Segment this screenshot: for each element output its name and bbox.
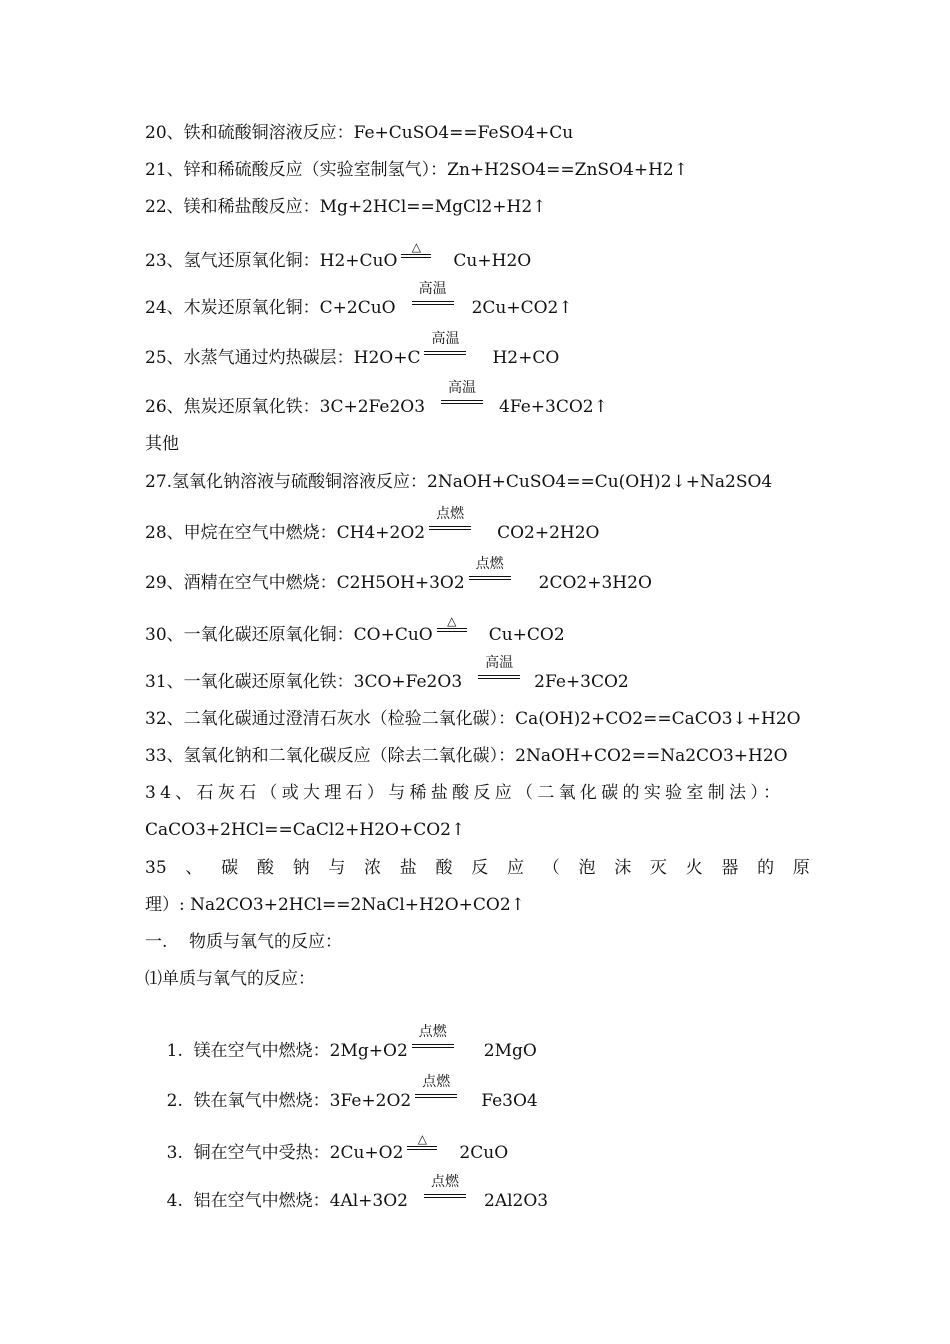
reaction-condition bbox=[465, 556, 515, 593]
condition-label: △ bbox=[447, 614, 457, 628]
spaced-char: 钠 bbox=[292, 858, 310, 878]
spaced-char: 灭 bbox=[649, 858, 667, 878]
products: 2CuO bbox=[459, 1143, 509, 1163]
equation-line-24 bbox=[145, 281, 573, 318]
reaction-condition bbox=[437, 380, 487, 417]
reactants: 30、一氧化碳还原氧化铜：CO+CuO bbox=[145, 625, 433, 645]
equation-line-o4 bbox=[145, 1171, 548, 1231]
products: Fe3O4 bbox=[481, 1091, 538, 1111]
equation-line-34-part2: CaCO3+2HCl==CaCl2+H2O+CO2↑ bbox=[145, 820, 466, 840]
spaced-char: 反 bbox=[471, 858, 489, 878]
equation-line-34-part1: 34、石灰石（或大理石）与稀盐酸反应（二氧化碳的实验室制法）： bbox=[145, 783, 785, 803]
spaced-char: 应 bbox=[506, 858, 524, 878]
spaced-char: 的 bbox=[757, 858, 775, 878]
double-line-arrow bbox=[407, 1146, 437, 1150]
equation-line-30 bbox=[145, 614, 565, 645]
subsection-heading-elements-oxygen: ⑴单质与氧气的反应： bbox=[145, 969, 315, 989]
spaced-char: 器 bbox=[721, 858, 739, 878]
equation-line-25 bbox=[145, 331, 560, 368]
condition-label: 点燃 bbox=[475, 556, 504, 572]
equation-line-33: 33、氢氧化钠和二氧化碳反应（除去二氧化碳）：2NaOH+CO2==Na2CO3+H2O bbox=[145, 746, 788, 766]
reaction-condition bbox=[420, 1174, 470, 1211]
spaced-char: 浓 bbox=[364, 858, 382, 878]
products: 2CO2+3H2O bbox=[538, 573, 652, 593]
products: H2+CO bbox=[492, 348, 560, 368]
double-line-arrow bbox=[401, 254, 431, 258]
reaction-condition bbox=[433, 614, 471, 645]
double-line-arrow bbox=[469, 576, 511, 580]
double-line-arrow bbox=[424, 1194, 466, 1198]
spaced-char: 泡 bbox=[578, 858, 596, 878]
equation-line-31 bbox=[145, 655, 629, 692]
condition-label: △ bbox=[411, 240, 422, 254]
equation-line-28 bbox=[145, 506, 600, 543]
condition-label: △ bbox=[417, 1132, 428, 1146]
reactants: 25、水蒸气通过灼热碳层：H2O+C bbox=[145, 348, 421, 368]
reaction-condition bbox=[411, 1074, 461, 1111]
condition-label: 点燃 bbox=[431, 1174, 459, 1190]
spaced-char: 碳 bbox=[221, 858, 239, 878]
reactants: 1. 镁在空气中燃烧：2Mg+O2 bbox=[166, 1041, 408, 1061]
products: 2Al2O3 bbox=[484, 1191, 549, 1211]
reaction-condition bbox=[474, 655, 524, 692]
spaced-char: 、 bbox=[185, 858, 203, 878]
equation-line-21: 21、锌和稀硫酸反应（实验室制氢气）：Zn+H2SO4==ZnSO4+H2↑ bbox=[145, 160, 688, 180]
condition-label: 高温 bbox=[448, 380, 477, 396]
condition-label: 点燃 bbox=[436, 506, 465, 522]
condition-label: 点燃 bbox=[418, 1024, 447, 1040]
spaced-char: （ bbox=[542, 858, 560, 878]
products: 4Fe+3CO2↑ bbox=[499, 397, 608, 417]
equation-line-35-part1 bbox=[145, 858, 810, 878]
spaced-char: 酸 bbox=[256, 858, 274, 878]
reaction-condition bbox=[408, 1024, 458, 1061]
equation-line-22: 22、镁和稀盐酸反应：Mg+2HCl==MgCl2+H2↑ bbox=[145, 197, 547, 217]
double-line-arrow bbox=[412, 301, 454, 305]
double-line-arrow bbox=[424, 351, 466, 355]
double-line-arrow bbox=[412, 1044, 454, 1048]
condition-label: 点燃 bbox=[422, 1074, 451, 1090]
reactants: 4. 铝在空气中燃烧：4Al+3O2 bbox=[166, 1191, 408, 1211]
products: 2Cu+CO2↑ bbox=[471, 298, 573, 318]
equation-line-29 bbox=[145, 556, 652, 593]
reaction-condition bbox=[397, 240, 435, 271]
spaced-char: 沫 bbox=[614, 858, 632, 878]
reaction-condition bbox=[403, 1132, 441, 1163]
equation-line-23 bbox=[145, 240, 532, 271]
products: CO2+2H2O bbox=[497, 523, 600, 543]
double-line-arrow bbox=[437, 628, 467, 632]
section-heading-oxygen-reactions: 一. 物质与氧气的反应： bbox=[145, 932, 343, 952]
products: Cu+CO2 bbox=[488, 625, 565, 645]
reactants: 26、焦炭还原氧化铁：3C+2Fe2O3 bbox=[145, 397, 426, 417]
double-line-arrow bbox=[429, 526, 471, 530]
reactants: 29、酒精在空气中燃烧：C2H5OH+3O2 bbox=[145, 573, 465, 593]
spaced-char: 盐 bbox=[399, 858, 417, 878]
double-line-arrow bbox=[478, 675, 520, 679]
reactants: 2. 铁在氧气中燃烧：3Fe+2O2 bbox=[166, 1091, 412, 1111]
products: Cu+H2O bbox=[453, 251, 532, 271]
double-line-arrow bbox=[415, 1094, 457, 1098]
spaced-char: 35 bbox=[145, 858, 167, 878]
condition-label: 高温 bbox=[485, 655, 514, 671]
reactants: 23、氢气还原氧化铜：H2+CuO bbox=[145, 251, 398, 271]
spaced-char: 火 bbox=[685, 858, 703, 878]
reaction-condition bbox=[420, 331, 470, 368]
condition-label: 高温 bbox=[418, 281, 447, 297]
condition-label: 高温 bbox=[431, 331, 460, 347]
spaced-char: 原 bbox=[792, 858, 810, 878]
equation-line-32: 32、二氧化碳通过澄清石灰水（检验二氧化碳）：Ca(OH)2+CO2==CaCO3↓+H2O bbox=[145, 709, 801, 729]
spaced-char: 与 bbox=[328, 858, 346, 878]
reactants: 28、甲烷在空气中燃烧：CH4+2O2 bbox=[145, 523, 426, 543]
equation-line-o2 bbox=[145, 1071, 538, 1131]
products: 2MgO bbox=[483, 1041, 537, 1061]
spaced-char: 酸 bbox=[435, 858, 453, 878]
reactants: 3. 铜在空气中受热：2Cu+O2 bbox=[166, 1143, 404, 1163]
equation-line-20: 20、铁和硫酸铜溶液反应：Fe+CuSO4==FeSO4+Cu bbox=[145, 123, 574, 143]
products: 2Fe+3CO2 bbox=[534, 672, 629, 692]
reactants: 31、一氧化碳还原氧化铁：3CO+Fe2O3 bbox=[145, 672, 463, 692]
reaction-condition bbox=[425, 506, 475, 543]
equation-line-26 bbox=[145, 380, 608, 417]
section-heading-other: 其他 bbox=[145, 434, 179, 454]
equation-line-27: 27.氢氧化钠溶液与硫酸铜溶液反应：2NaOH+CuSO4==Cu(OH)2↓+Na2SO4 bbox=[145, 472, 773, 492]
equation-line-35-part2: 理）: Na2CO3+2HCl==2NaCl+H2O+CO2↑ bbox=[145, 895, 525, 915]
reactants: 24、木炭还原氧化铜：C+2CuO bbox=[145, 298, 396, 318]
reaction-condition bbox=[408, 281, 458, 318]
double-line-arrow bbox=[441, 400, 483, 404]
